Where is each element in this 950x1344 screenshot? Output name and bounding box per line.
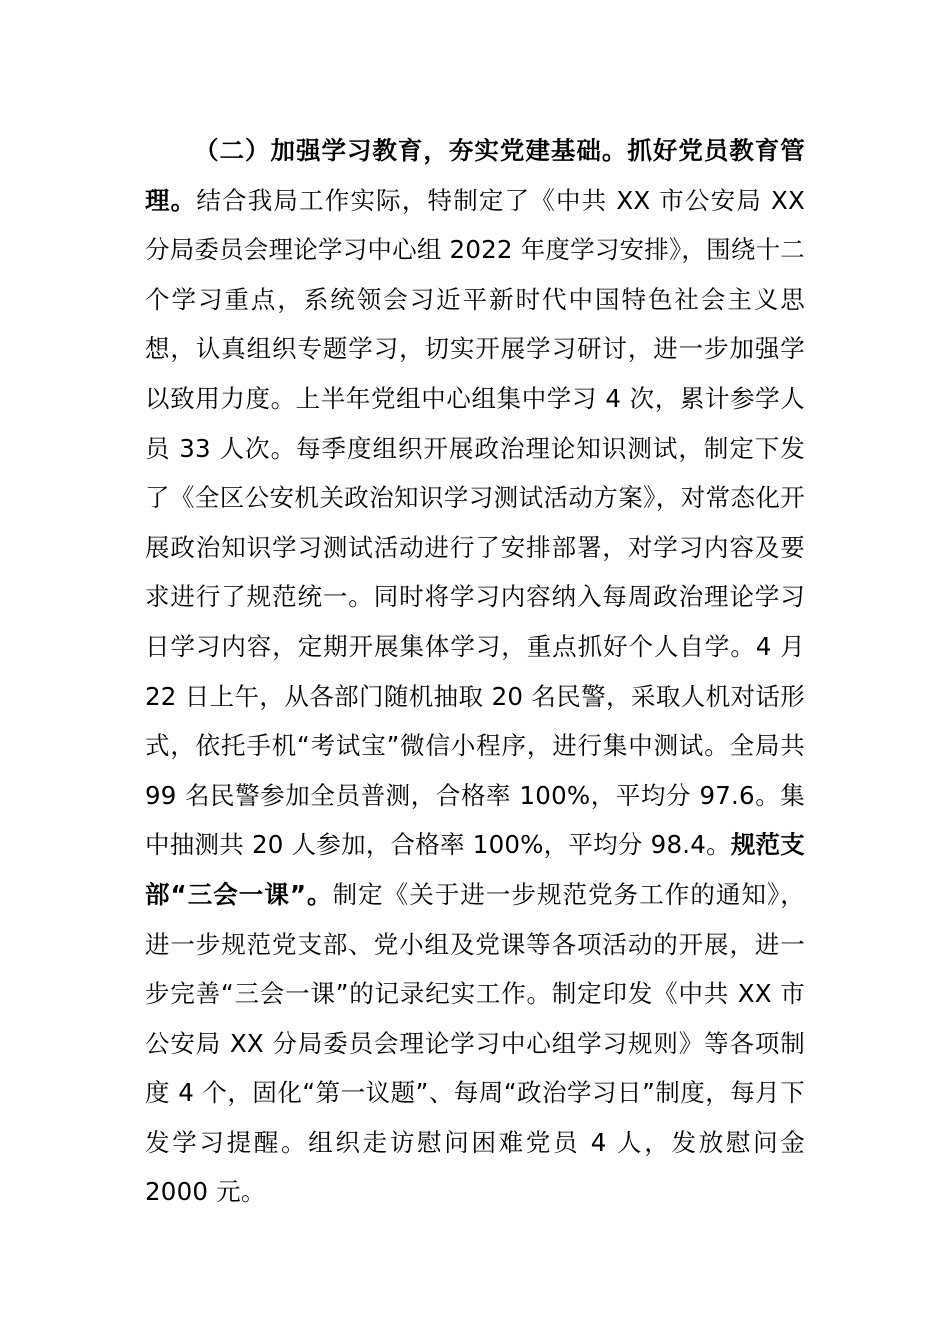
- body-paragraph: [145, 126, 805, 1217]
- paragraph-text-1: 结合我局工作实际，特制定了《中共 XX 市公安局 XX 分局委员会理论学习中心组 2022 年度学习安排》，围绕十二个学习重点，系统领会习近平新时代中国特色社会主义思想，认真组织专题学习，切实开展学习研讨，进一步加强学以致用力度。上半年党组中心组集中学习 4 次，累计参学人员 33 人次。每季度组织开展政治理论知识测试，制定下发了《全区公安机关政治知识学习测试活动方案》，对常态化开展政治知识学习测试活动进行了安排部署，对学习内容及要求进行了规范统一。同时将学习内容纳入每周政治理论学习日学习内容，定期开展集体学习，重点抓好个人自学。4 月 22 日上午，从各部门随机抽取 20 名民警，采取人机对话形式，依托手机“考试宝”微信小程序，进行集中测试。全局共 99 名民警参加全员普测，合格率 100%，平均分 97.6。集中抽测共 20 人参加，合格率 100%，平均分 98.4。: [145, 185, 805, 860]
- paragraph-text-2: 制定《关于进一步规范党务工作的通知》，进一步规范党支部、党小组及党课等各项活动的开展，进一步完善“三会一课”的记录纪实工作。制定印发《中共 XX 市公安局 XX 分局委员会理论学习中心组学习规则》等各项制度 4 个，固化“第一议题”、每周“政治学习日”制度，每月下发学习提醒。组织走访慰问困难党员 4 人，发放慰问金 2000 元。: [145, 879, 805, 1207]
- document-body: [145, 126, 805, 1217]
- subsection-heading: 规范支部“三会一课”。: [145, 830, 805, 909]
- section-heading: （二）加强学习教育，夯实党建基础。抓好党员教育管理。: [145, 136, 805, 215]
